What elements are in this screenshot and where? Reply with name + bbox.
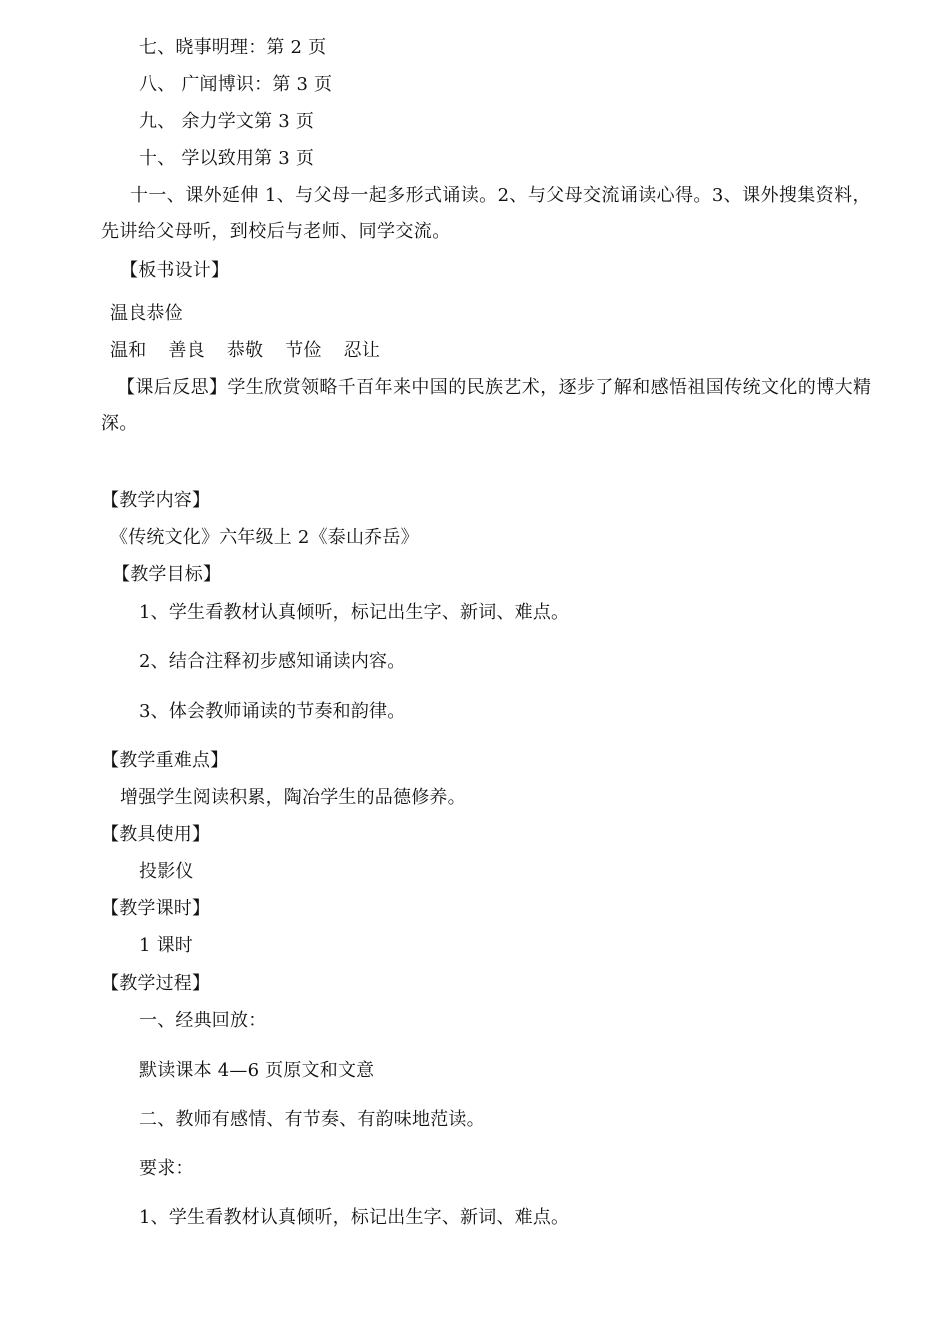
board-words — [110, 339, 380, 363]
goal-item: 2、结合注释初步感知诵读内容。 — [139, 651, 406, 672]
goal-item: 1、学生看教材认真倾听，标记出生字、新词、难点。 — [139, 602, 570, 623]
key-points-text: 增强学生阅读积累，陶冶学生的品德修养。 — [120, 787, 466, 808]
board-word: 节俭 — [285, 340, 322, 361]
reflection-paragraph: 【课后反思】学生欣赏领略千百年来中国的民族艺术，逐步了解和感悟祖国传统文化的博大精深。 — [101, 377, 872, 434]
item-11-paragraph: 十一、课外延伸 1、与父母一起多形式诵读。2、与父母交流诵读心得。3、课外搜集资料，先讲给父母听，到校后与老师、同学交流。 — [101, 185, 871, 242]
tools-heading: 【教具使用】 — [101, 824, 211, 845]
board-word: 恭敬 — [226, 340, 264, 361]
key-points-heading: 【教学重难点】 — [101, 750, 229, 771]
content-heading: 【教学内容】 — [101, 490, 211, 511]
item-9: 九、 余力学文第 3 页 — [139, 111, 315, 132]
board-word: 温和 — [110, 340, 147, 361]
process-step: 1、学生看教材认真倾听，标记出生字、新词、难点。 — [139, 1207, 570, 1228]
item-8: 八、 广闻博识：第 3 页 — [139, 74, 333, 95]
board-title: 温良恭俭 — [110, 303, 183, 324]
class-hours-text: 1 课时 — [139, 935, 193, 956]
process-heading: 【教学过程】 — [101, 973, 211, 994]
process-step: 要求： — [139, 1158, 194, 1179]
board-design-heading: 【板书设计】 — [120, 260, 230, 281]
board-word: 忍让 — [343, 340, 381, 361]
process-step: 默读课本 4—6 页原文和文意 — [139, 1060, 375, 1081]
item-10: 十、 学以致用第 3 页 — [139, 148, 315, 169]
board-word: 善良 — [168, 340, 205, 361]
process-step: 二、教师有感情、有节奏、有韵味地范读。 — [139, 1109, 485, 1130]
tools-text: 投影仪 — [139, 861, 194, 882]
class-hours-heading: 【教学课时】 — [101, 898, 211, 919]
goal-heading: 【教学目标】 — [112, 564, 222, 585]
item-7: 七、晓事明理：第 2 页 — [139, 37, 327, 58]
goal-item: 3、体会教师诵读的节奏和韵律。 — [139, 701, 406, 722]
content-text: 《传统文化》六年级上 2《泰山乔岳》 — [110, 527, 419, 548]
process-step: 一、经典回放： — [139, 1010, 267, 1031]
